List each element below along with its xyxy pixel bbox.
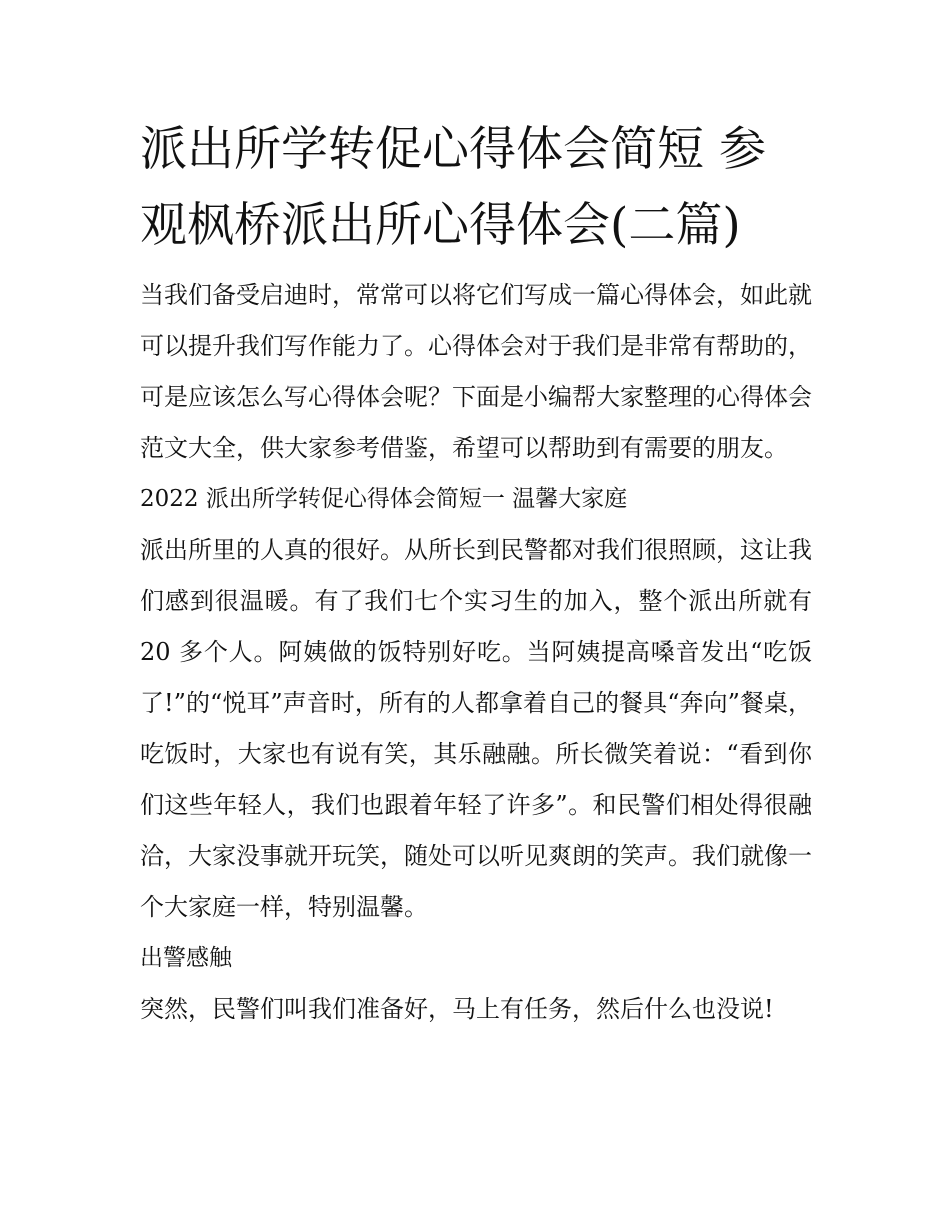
section-heading-2: 出警感触	[140, 945, 232, 971]
section-body-1: 派出所里的人真的很好。从所长到民警都对我们很照顾，这让我们感到很温暖。有了我们七个实习生的加入，整个派出所就有 20 多个人。阿姨做的饭特别好吃。当阿姨提高嗓音发出“吃饭了!”的“悦耳”声音时，所有的人都拿着自己的餐具“奔向”餐桌，吃饭时，大家也有说有笑，其乐融融。所长微笑着说：“看到你们这些年轻人，我们也跟着年轻了许多”。和民警们相处得很融洽，大家没事就开玩笑，随处可以听见爽朗的笑声。我们就像一个大家庭一样，特别温馨。	[140, 536, 812, 921]
intro-paragraph: 当我们备受启迪时，常常可以将它们写成一篇心得体会，如此就可以提升我们写作能力了。心得体会对于我们是非常有帮助的，可是应该怎么写心得体会呢？下面是小编帮大家整理的心得体会范文大全，供大家参考借鉴，希望可以帮助到有需要的朋友。	[140, 281, 812, 462]
document-page	[140, 112, 812, 1035]
section-heading-1: 2022 派出所学转促心得体会简短一 温馨大家庭	[140, 486, 628, 512]
section-body-2: 突然，民警们叫我们准备好，马上有任务，然后什么也没说!	[140, 995, 774, 1023]
document-title: 派出所学转促心得体会简短 参观枫桥派出所心得体会(二篇)	[140, 122, 766, 253]
